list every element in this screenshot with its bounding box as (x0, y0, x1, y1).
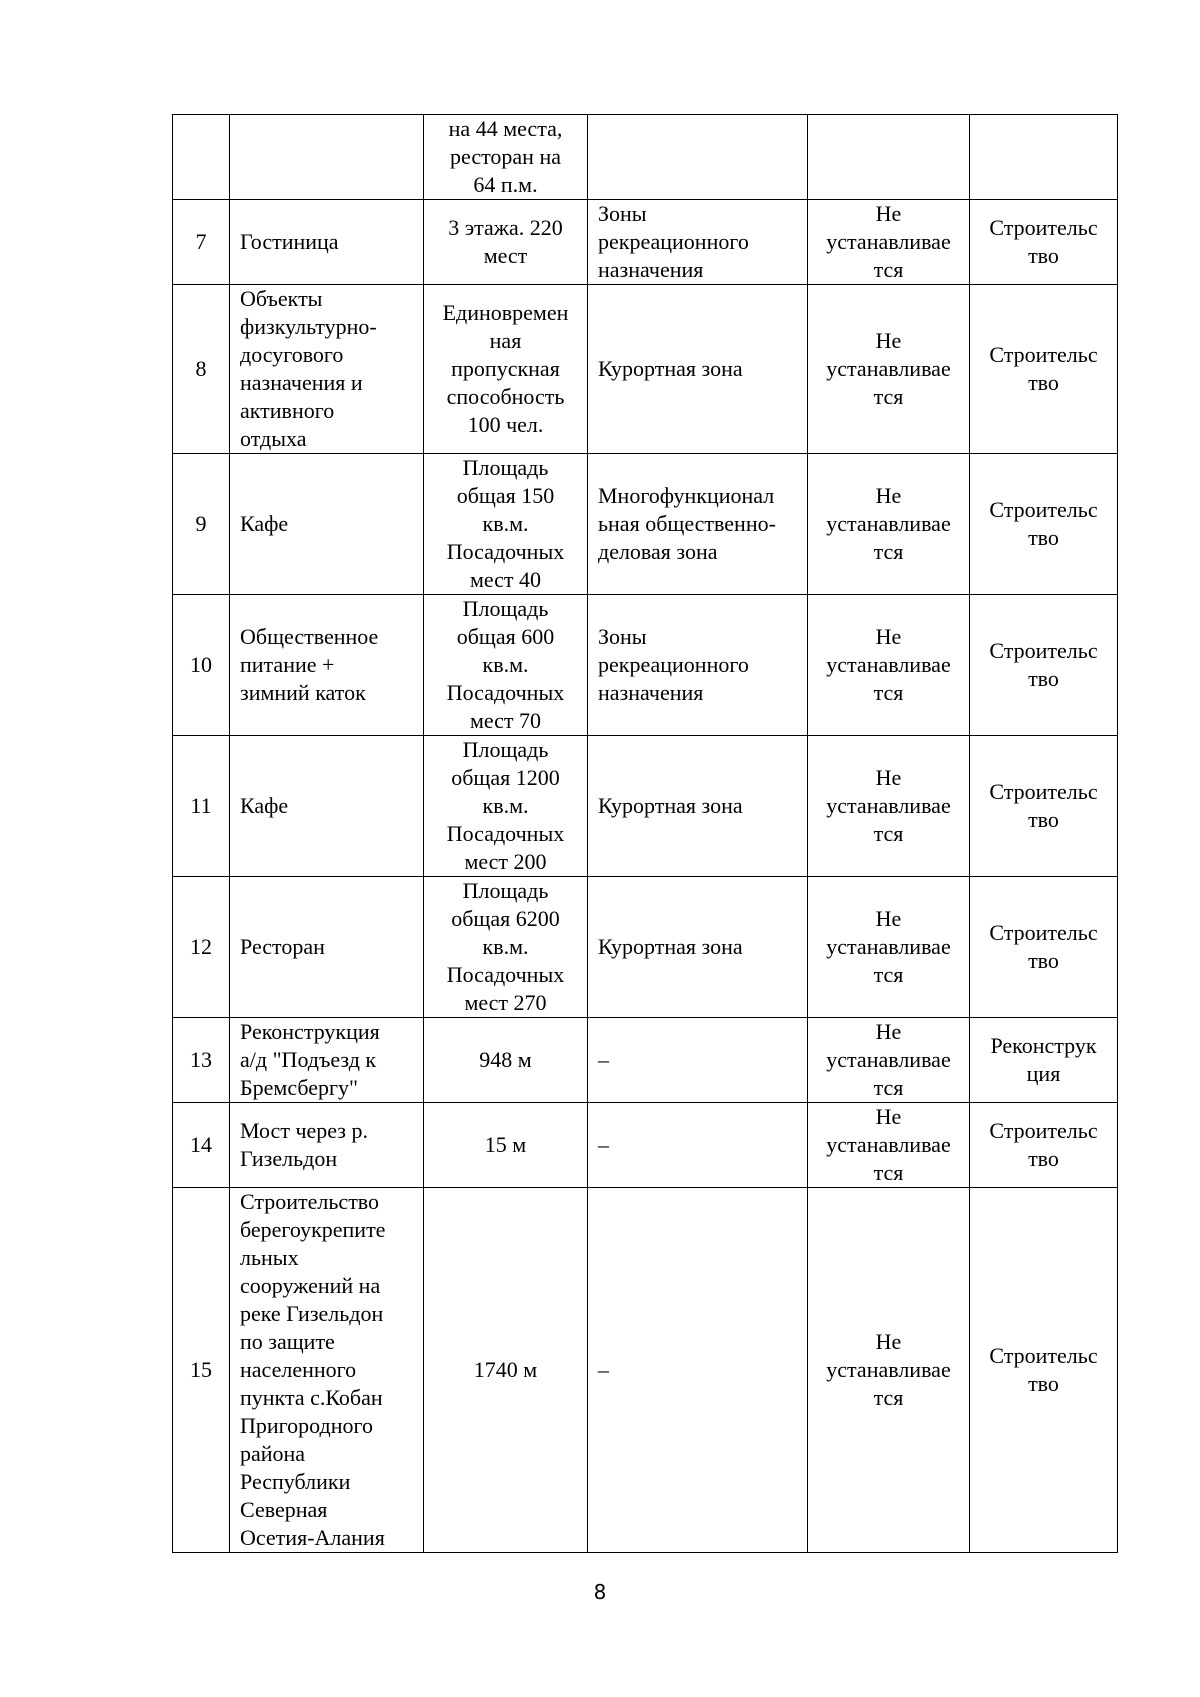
functional-zone-cell: – (588, 1188, 808, 1553)
functional-zone-cell: Многофункционал ьная общественно- деловая зона (588, 454, 808, 595)
functional-zone-cell: Зоны рекреационного назначения (588, 200, 808, 285)
object-name-cell: Гостиница (230, 200, 424, 285)
work-type-cell: Строительс тво (970, 1103, 1118, 1188)
object-name-cell: Строительство берегоукрепите льных сооружений на реке Гизельдон по защите населенного пункта с.Кобан Пригородного района Республики Северная Осетия-Алания (230, 1188, 424, 1553)
object-capacity-cell: 3 этажа. 220 мест (424, 200, 588, 285)
table-row (173, 595, 1118, 736)
protection-area-cell: Не устанавливае тся (808, 454, 970, 595)
work-type-cell: Строительс тво (970, 1188, 1118, 1553)
work-type-cell: Строительс тво (970, 595, 1118, 736)
table-row (173, 200, 1118, 285)
work-type-cell: Строительс тво (970, 877, 1118, 1018)
table-row (173, 285, 1118, 454)
row-number-cell: 12 (173, 877, 230, 1018)
protection-area-cell: Не устанавливае тся (808, 285, 970, 454)
protection-area-cell: Не устанавливае тся (808, 1103, 970, 1188)
protection-area-cell: Не устанавливае тся (808, 595, 970, 736)
object-capacity-cell: на 44 места, ресторан на 64 п.м. (424, 115, 588, 200)
work-type-cell: Строительс тво (970, 736, 1118, 877)
object-capacity-cell: 15 м (424, 1103, 588, 1188)
table-row (173, 1018, 1118, 1103)
protection-area-cell: Не устанавливае тся (808, 736, 970, 877)
object-name-cell (230, 115, 424, 200)
protection-area-cell (808, 115, 970, 200)
object-name-cell: Реконструкция а/д "Подъезд к Бремсбергу" (230, 1018, 424, 1103)
table-row (173, 1103, 1118, 1188)
functional-zone-cell: Курортная зона (588, 736, 808, 877)
functional-zone-cell: Курортная зона (588, 285, 808, 454)
object-capacity-cell: Площадь общая 150 кв.м. Посадочных мест 40 (424, 454, 588, 595)
object-name-cell: Кафе (230, 454, 424, 595)
table-body (173, 115, 1118, 1553)
functional-zone-cell: – (588, 1018, 808, 1103)
table-row (173, 454, 1118, 595)
row-number-cell: 15 (173, 1188, 230, 1553)
functional-zone-cell: – (588, 1103, 808, 1188)
table-row (173, 1188, 1118, 1553)
object-capacity-cell: Единовремен ная пропускная способность 100 чел. (424, 285, 588, 454)
row-number-cell: 14 (173, 1103, 230, 1188)
table-row (173, 736, 1118, 877)
work-type-cell: Реконструк ция (970, 1018, 1118, 1103)
object-name-cell: Ресторан (230, 877, 424, 1018)
work-type-cell: Строительс тво (970, 285, 1118, 454)
object-capacity-cell: Площадь общая 1200 кв.м. Посадочных мест 200 (424, 736, 588, 877)
objects-table (172, 114, 1118, 1553)
row-number-cell: 8 (173, 285, 230, 454)
object-name-cell: Объекты физкультурно- досугового назначения и активного отдыха (230, 285, 424, 454)
object-name-cell: Общественное питание + зимний каток (230, 595, 424, 736)
table-row (173, 115, 1118, 200)
functional-zone-cell: Курортная зона (588, 877, 808, 1018)
object-name-cell: Кафе (230, 736, 424, 877)
row-number-cell: 13 (173, 1018, 230, 1103)
table-row (173, 877, 1118, 1018)
object-capacity-cell: Площадь общая 6200 кв.м. Посадочных мест 270 (424, 877, 588, 1018)
protection-area-cell: Не устанавливае тся (808, 200, 970, 285)
object-capacity-cell: Площадь общая 600 кв.м. Посадочных мест 70 (424, 595, 588, 736)
row-number-cell (173, 115, 230, 200)
row-number-cell: 9 (173, 454, 230, 595)
object-capacity-cell: 948 м (424, 1018, 588, 1103)
page-number: 8 (593, 1580, 607, 1604)
row-number-cell: 10 (173, 595, 230, 736)
row-number-cell: 7 (173, 200, 230, 285)
work-type-cell: Строительс тво (970, 454, 1118, 595)
protection-area-cell: Не устанавливае тся (808, 1018, 970, 1103)
protection-area-cell: Не устанавливае тся (808, 1188, 970, 1553)
object-capacity-cell: 1740 м (424, 1188, 588, 1553)
object-name-cell: Мост через р. Гизельдон (230, 1103, 424, 1188)
protection-area-cell: Не устанавливае тся (808, 877, 970, 1018)
functional-zone-cell (588, 115, 808, 200)
functional-zone-cell: Зоны рекреационного назначения (588, 595, 808, 736)
row-number-cell: 11 (173, 736, 230, 877)
work-type-cell: Строительс тво (970, 200, 1118, 285)
work-type-cell (970, 115, 1118, 200)
